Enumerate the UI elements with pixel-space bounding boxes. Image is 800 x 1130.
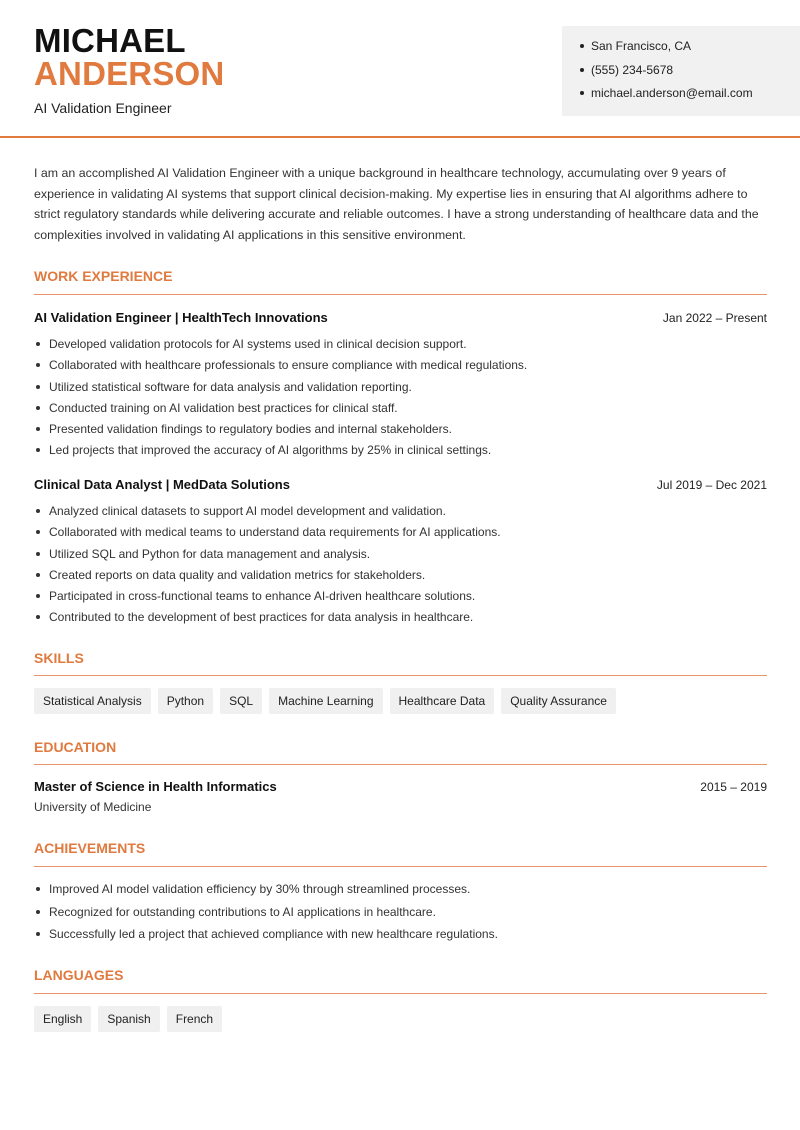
job-bullets bbox=[34, 336, 767, 464]
bullet-icon bbox=[36, 406, 40, 410]
section-divider bbox=[34, 294, 767, 295]
bullet-icon bbox=[36, 530, 40, 534]
list-item bbox=[34, 546, 767, 567]
section-title-achievements: ACHIEVEMENTS bbox=[34, 840, 146, 856]
list-item bbox=[34, 421, 767, 442]
skill-tag: Quality Assurance bbox=[501, 688, 616, 714]
section-title-education: EDUCATION bbox=[34, 739, 117, 755]
language-tag: Spanish bbox=[98, 1006, 159, 1032]
skill-tag: Healthcare Data bbox=[390, 688, 495, 714]
bullet-text: Analyzed clinical datasets to support AI model development and validation. bbox=[49, 504, 446, 518]
degree: Master of Science in Health Informatics bbox=[34, 779, 277, 794]
section-divider bbox=[34, 866, 767, 867]
skill-tag: Machine Learning bbox=[269, 688, 382, 714]
skill-tag: SQL bbox=[220, 688, 262, 714]
bullet-text: Led projects that improved the accuracy of AI algorithms by 25% in clinical settings. bbox=[49, 443, 492, 458]
bullet-text: Created reports on data quality and validation metrics for stakeholders. bbox=[49, 567, 426, 582]
bullet-icon bbox=[36, 573, 40, 577]
section-divider bbox=[34, 993, 767, 994]
bullet-icon bbox=[580, 91, 584, 95]
resume-header bbox=[0, 0, 800, 138]
job-role: Clinical Data Analyst | MedData Solutions bbox=[34, 477, 290, 492]
bullet-text: Collaborated with healthcare professionals to ensure compliance with medical regulations. bbox=[49, 358, 528, 373]
section-title-languages: LANGUAGES bbox=[34, 967, 124, 983]
email-text: michael.anderson@email.com bbox=[591, 86, 753, 100]
section-divider bbox=[34, 675, 767, 676]
last-name: ANDERSON bbox=[34, 55, 225, 92]
list-item bbox=[34, 881, 634, 904]
list-item bbox=[34, 379, 767, 400]
list-item bbox=[34, 524, 767, 545]
section-divider bbox=[34, 764, 767, 765]
contact-email bbox=[580, 85, 800, 109]
bullet-icon bbox=[36, 448, 40, 452]
bullet-icon bbox=[36, 552, 40, 556]
job-role: AI Validation Engineer | HealthTech Innovations bbox=[34, 310, 328, 325]
bullet-text: Contributed to the development of best practices for data analysis in healthcare. bbox=[49, 610, 474, 625]
achievement-bullets bbox=[34, 881, 634, 949]
bullet-text: Utilized statistical software for data analysis and validation reporting. bbox=[49, 379, 412, 394]
bullet-text: Presented validation findings to regulatory bodies and internal stakeholders. bbox=[49, 422, 452, 437]
bullet-icon bbox=[36, 932, 40, 936]
education-dates: 2015 – 2019 bbox=[700, 780, 767, 794]
bullet-icon bbox=[36, 887, 40, 891]
language-tag: English bbox=[34, 1006, 91, 1032]
list-item bbox=[34, 567, 767, 588]
bullet-icon bbox=[36, 594, 40, 598]
job-header bbox=[34, 477, 767, 492]
list-item bbox=[34, 609, 767, 630]
list-item bbox=[34, 442, 767, 463]
bullet-text: Recognized for outstanding contributions to AI applications in healthcare. bbox=[49, 904, 436, 919]
location-text: San Francisco, CA bbox=[591, 39, 692, 53]
bullet-icon bbox=[36, 385, 40, 389]
list-item bbox=[34, 336, 767, 357]
list-item bbox=[34, 357, 767, 378]
skills-tags bbox=[34, 688, 616, 714]
bullet-icon bbox=[36, 615, 40, 619]
bullet-icon bbox=[36, 363, 40, 367]
job-header bbox=[34, 310, 767, 325]
list-item bbox=[34, 503, 767, 524]
list-item bbox=[34, 400, 767, 421]
first-name: MICHAEL bbox=[34, 22, 186, 59]
bullet-text: Successfully led a project that achieved compliance with new healthcare regulations. bbox=[49, 927, 498, 941]
bullet-icon bbox=[36, 342, 40, 346]
job-dates: Jul 2019 – Dec 2021 bbox=[656, 478, 767, 492]
language-tag: French bbox=[167, 1006, 222, 1032]
job-bullets bbox=[34, 503, 767, 631]
bullet-text: Collaborated with medical teams to understand data requirements for AI applications. bbox=[49, 525, 501, 540]
bullet-text: Participated in cross-functional teams to enhance AI-driven healthcare solutions. bbox=[49, 589, 476, 604]
bullet-icon bbox=[36, 509, 40, 513]
list-item bbox=[34, 588, 767, 609]
bullet-text: Developed validation protocols for AI systems used in clinical decision support. bbox=[49, 337, 467, 351]
contact-box bbox=[562, 26, 800, 116]
list-item bbox=[34, 904, 634, 927]
section-title-skills: SKILLS bbox=[34, 650, 84, 666]
section-title-work: WORK EXPERIENCE bbox=[34, 268, 173, 284]
contact-location bbox=[580, 38, 800, 62]
bullet-icon bbox=[580, 44, 584, 48]
list-item bbox=[34, 926, 634, 949]
education-header bbox=[34, 779, 767, 794]
summary-paragraph: I am an accomplished AI Validation Engineer with a unique background in healthcare technology, accumulating over 9 years of experience in validating AI systems that support clinical decision-making. My expertise lies in ensuring that AI algorithms adhere to strict regulatory standards while delivering accurate and reliable outcomes. I have a strong understanding of healthcare data and the complexities involved in validating AI applications in this sensitive environment. bbox=[34, 166, 759, 242]
bullet-icon bbox=[36, 427, 40, 431]
bullet-icon bbox=[580, 68, 584, 72]
bullet-text: Utilized SQL and Python for data management and analysis. bbox=[49, 546, 371, 561]
school-name: University of Medicine bbox=[34, 800, 152, 814]
job-dates: Jan 2022 – Present bbox=[662, 311, 767, 325]
bullet-icon bbox=[36, 910, 40, 914]
skill-tag: Statistical Analysis bbox=[34, 688, 151, 714]
skill-tag: Python bbox=[158, 688, 213, 714]
bullet-text: Improved AI model validation efficiency by 30% through streamlined processes. bbox=[49, 882, 471, 896]
bullet-text: Conducted training on AI validation best practices for clinical staff. bbox=[49, 400, 398, 415]
language-tags bbox=[34, 1006, 222, 1032]
job-title: AI Validation Engineer bbox=[34, 100, 172, 116]
contact-phone bbox=[580, 62, 800, 86]
phone-text: (555) 234-5678 bbox=[591, 62, 674, 77]
